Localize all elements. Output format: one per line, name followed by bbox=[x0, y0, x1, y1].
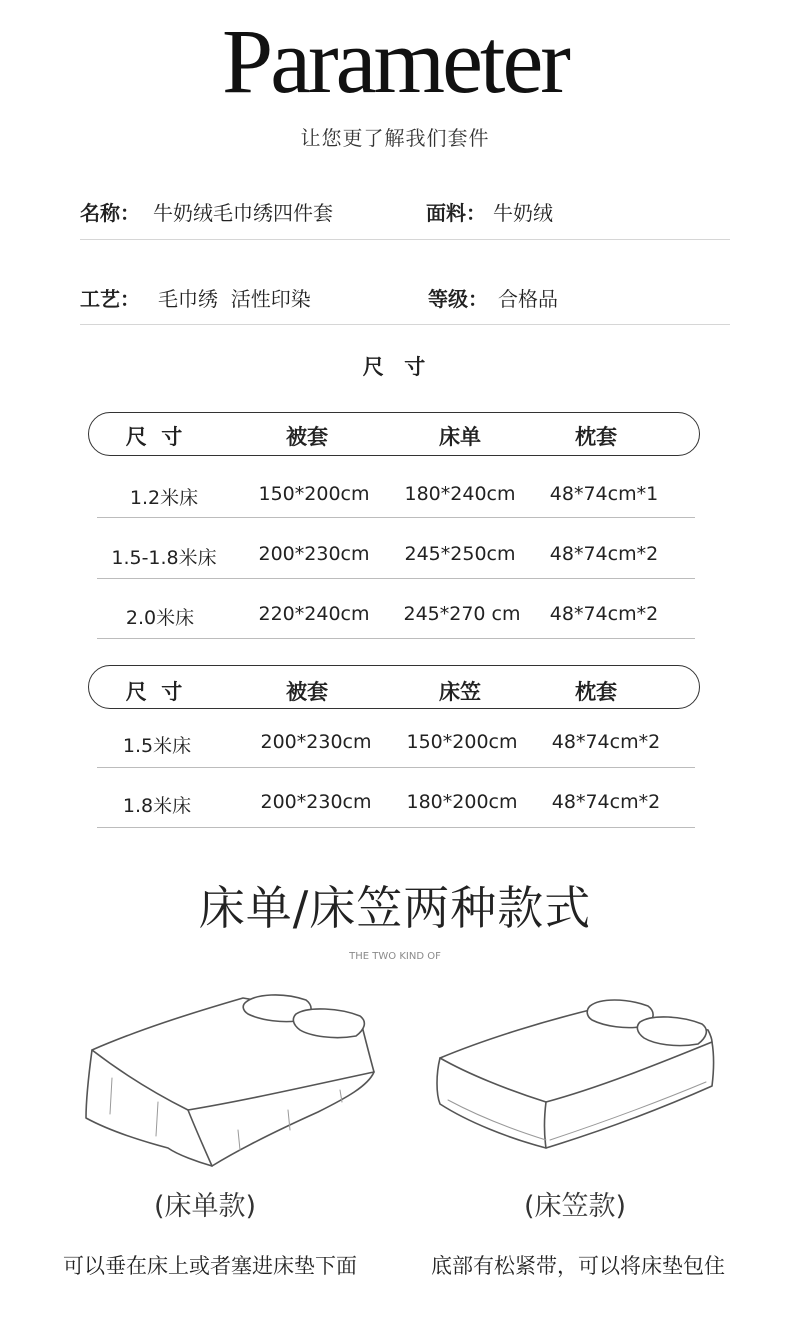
grade-label: 等级： bbox=[428, 287, 488, 311]
page-subtitle: 让您更了解我们套件 bbox=[300, 126, 490, 150]
table1-cell: 180*240cm bbox=[404, 483, 516, 505]
table2-header-fitted: 床笠 bbox=[439, 680, 481, 704]
info-divider-2 bbox=[80, 324, 730, 325]
table2-header-size: 尺 寸 bbox=[125, 680, 183, 704]
table1-header-pillow: 枕套 bbox=[575, 425, 617, 449]
table2-cell: 1.5米床 bbox=[122, 735, 192, 757]
table2-header-pillow: 枕套 bbox=[575, 680, 617, 704]
size-heading: 尺 寸 bbox=[362, 355, 428, 379]
table1-cell: 48*74cm*2 bbox=[549, 603, 659, 625]
table2-row-divider bbox=[97, 827, 695, 828]
table1-cell: 48*74cm*2 bbox=[549, 543, 659, 565]
table2-cell: 1.8米床 bbox=[122, 795, 192, 817]
name-value: 牛奶绒毛巾绣四件套 bbox=[153, 201, 333, 225]
styles-headline-en: THE TWO KIND OF bbox=[349, 951, 441, 962]
fitted-sheet-description: 底部有松紧带，可以将床垫包住 bbox=[431, 1254, 725, 1278]
table1-cell: 1.2米床 bbox=[129, 487, 199, 509]
table1-cell: 245*270 cm bbox=[403, 603, 521, 625]
fitted-sheet-caption: (床笠款) bbox=[523, 1191, 627, 1222]
fabric-value: 牛奶绒 bbox=[493, 201, 553, 225]
styles-headline: 床单/床笠两种款式 bbox=[198, 881, 592, 935]
table1-row-divider bbox=[97, 578, 695, 579]
table1-header-duvet: 被套 bbox=[286, 425, 328, 449]
flat-sheet-illustration bbox=[78, 990, 388, 1175]
table1-cell: 1.5-1.8米床 bbox=[111, 547, 217, 569]
table1-cell: 200*230cm bbox=[258, 543, 370, 565]
grade-value: 合格品 bbox=[498, 287, 558, 311]
table2-cell: 48*74cm*2 bbox=[551, 791, 661, 813]
table2-cell: 48*74cm*2 bbox=[551, 731, 661, 753]
name-label: 名称： bbox=[80, 201, 140, 225]
table1-row-divider bbox=[97, 638, 695, 639]
table2-cell: 180*200cm bbox=[406, 791, 518, 813]
craft-value: 毛巾绣 活性印染 bbox=[158, 287, 311, 311]
table2-cell: 150*200cm bbox=[406, 731, 518, 753]
table1-cell: 48*74cm*1 bbox=[549, 483, 659, 505]
table1-cell: 150*200cm bbox=[258, 483, 370, 505]
table1-cell: 2.0米床 bbox=[125, 607, 195, 629]
table1-cell: 220*240cm bbox=[258, 603, 370, 625]
table1-header-sheet: 床单 bbox=[439, 425, 481, 449]
table2-row-divider bbox=[97, 767, 695, 768]
table2-cell: 200*230cm bbox=[260, 731, 372, 753]
fabric-label: 面料： bbox=[426, 201, 486, 225]
table1-header-size: 尺 寸 bbox=[125, 425, 183, 449]
fitted-sheet-illustration bbox=[428, 998, 718, 1156]
table2-cell: 200*230cm bbox=[260, 791, 372, 813]
flat-sheet-caption: (床单款) bbox=[153, 1191, 257, 1222]
flat-sheet-description: 可以垂在床上或者塞进床垫下面 bbox=[63, 1254, 357, 1278]
craft-label: 工艺： bbox=[80, 287, 140, 311]
table2-header-duvet: 被套 bbox=[286, 680, 328, 704]
table1-cell: 245*250cm bbox=[404, 543, 516, 565]
page-title: Parameter bbox=[222, 10, 568, 112]
table1-row-divider bbox=[97, 517, 695, 518]
info-divider-1 bbox=[80, 239, 730, 240]
